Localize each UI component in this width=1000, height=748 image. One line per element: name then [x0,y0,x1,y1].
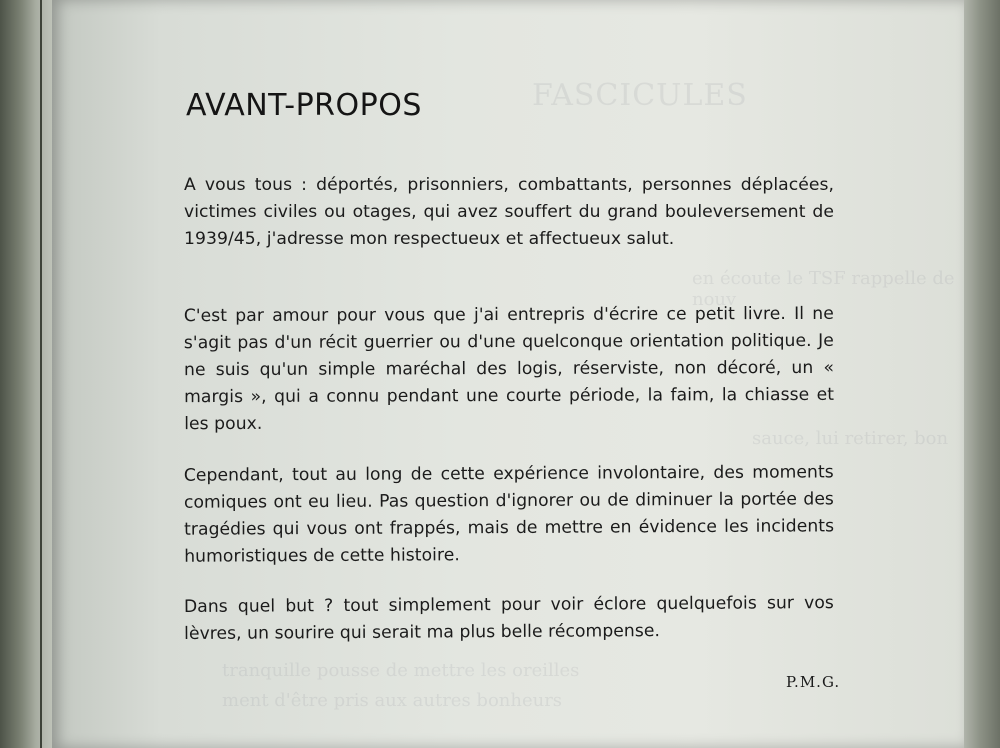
page-title: AVANT-PROPOS [186,88,422,123]
show-through-text: tranquille pousse de mettre les oreilles [222,660,580,681]
paragraph-1: A vous tous : déportés, prisonniers, combattants, personnes déplacées, victimes civiles ou otages, qui avez souffert du grand bouleversement de 1939/45, j'adresse mon respectueux et affectueux salut. [184,175,834,249]
book-spine-edge [0,0,60,748]
signature: P.M.G. [786,673,841,691]
paragraph-4: Dans quel but ? tout simplement pour voir éclore quelquefois sur vos lèvres, un sourire qui serait ma plus belle récompense. [183,593,834,644]
show-through-text: ment d'être pris aux autres bonheurs [222,690,563,711]
paragraph-3: Cependant, tout au long de cette expérience involontaire, des moments comiques ont eu lieu. Pas question d'ignorer ou de diminuer la portée des tragédies qui vous ont frappés, mais de mettre en évidence les incidents humoristiques de cette histoire. [183,462,835,567]
show-through-text: en écoute le TSF rappelle de nouv [692,268,955,310]
show-through-text: sauce, lui retirer, bon [752,428,949,449]
show-through-title: FASCICULES [532,78,748,113]
paragraph-2: C'est par amour pour vous que j'ai entrepris d'écrire ce petit livre. Il ne s'agit pas d'un récit guerrier ou d'une quelconque orientation politique. Je ne suis qu'un simple maréchal des logis, réserviste, non décoré, un « margis », qui a connu pendant une courte période, la faim, la chiasse et les poux. [183,303,835,435]
book-right-edge [960,0,1000,748]
